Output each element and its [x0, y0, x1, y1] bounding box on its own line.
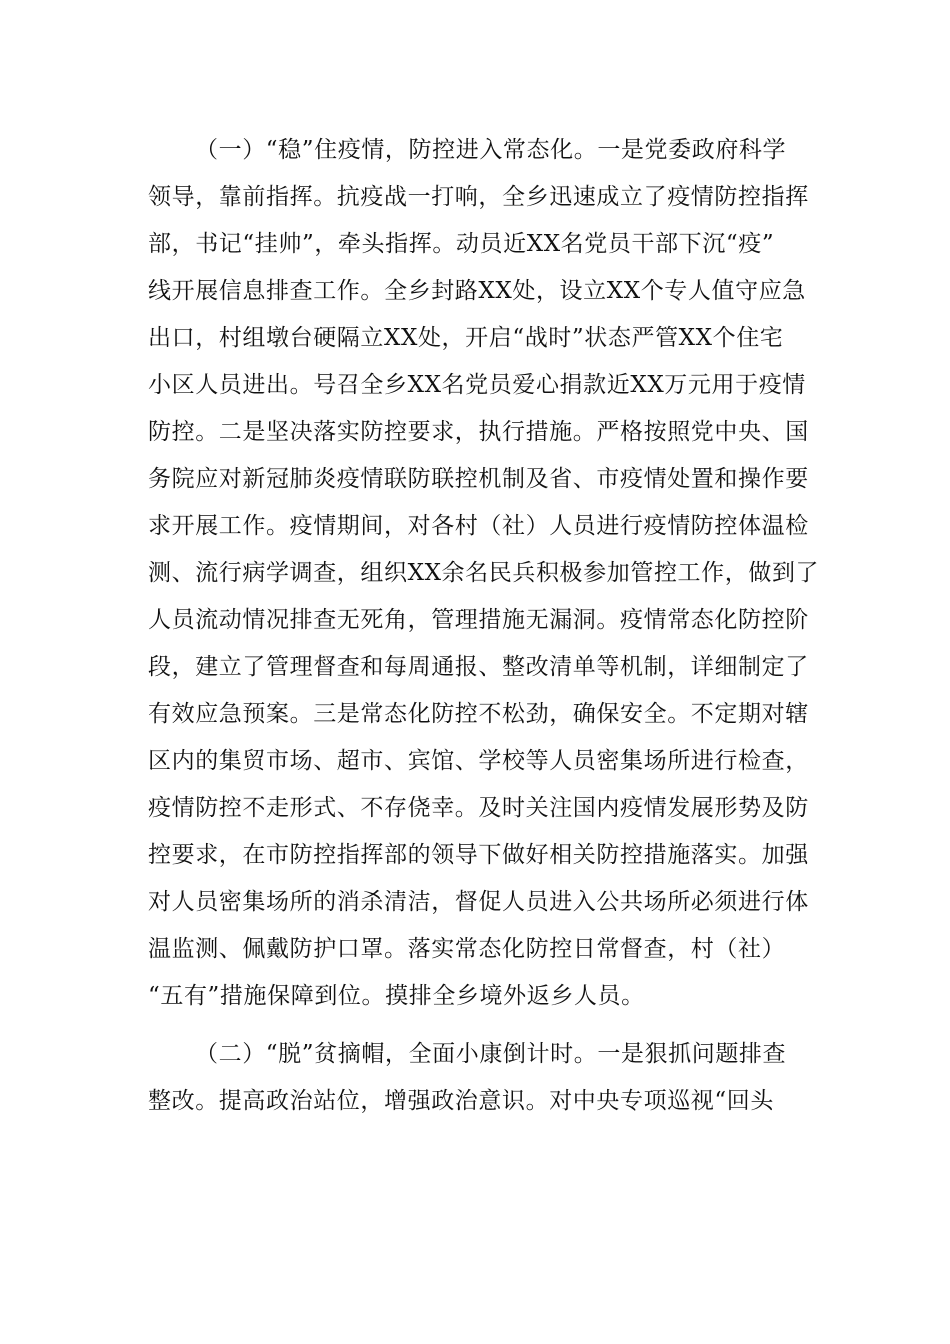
- text-line: 小区人员进出。号召全乡XX名党员爱心捐款近XX万元用于疫情: [148, 372, 806, 398]
- text-line: 防控。二是坚决落实防控要求，执行措施。严格按照党中央、国: [148, 419, 809, 445]
- text-line: （二）“脱”贫摘帽，全面小康倒计时。一是狠抓问题排查: [195, 1041, 787, 1067]
- text-line: 控要求，在市防控指挥部的领导下做好相关防控措施落实。加强: [148, 842, 809, 868]
- text-line: 求开展工作。疫情期间，对各村（社）人员进行疫情防控体温检: [148, 513, 809, 539]
- text-line: （一）“稳”住疫情，防控进入常态化。一是党委政府科学: [195, 137, 787, 163]
- text-line: 区内的集贸市场、超市、宾馆、学校等人员密集场所进行检查，: [148, 748, 809, 774]
- text-line: 整改。提高政治站位，增强政治意识。对中央专项巡视“回头: [148, 1088, 774, 1114]
- text-line: 有效应急预案。三是常态化防控不松劲，确保安全。不定期对辖: [148, 701, 809, 727]
- text-line: 出口，村组墩台硬隔立XX处，开启“战时”状态严管XX个住宅: [148, 325, 784, 351]
- text-line: 段，建立了管理督查和每周通报、整改清单等机制，详细制定了: [148, 654, 809, 680]
- text-line: 测、流行病学调查，组织XX余名民兵积极参加管控工作，做到了: [148, 560, 820, 586]
- text-line: 温监测、佩戴防护口罩。落实常态化防控日常督查，村（社）: [148, 936, 786, 962]
- text-line: 部，书记“挂帅”，牵头指挥。动员近XX名党员干部下沉“疫”: [148, 231, 775, 257]
- text-line: 线开展信息排查工作。全乡封路XX处，设立XX个专人值守应急: [148, 278, 806, 304]
- text-line: “五有”措施保障到位。摸排全乡境外返乡人员。: [148, 983, 645, 1009]
- text-line: 人员流动情况排查无死角，管理措施无漏洞。疫情常态化防控阶: [148, 607, 809, 633]
- text-line: 务院应对新冠肺炎疫情联防联控机制及省、市疫情处置和操作要: [148, 466, 809, 492]
- text-line: 对人员密集场所的消杀清洁，督促人员进入公共场所必须进行体: [148, 889, 809, 915]
- text-line: 领导，靠前指挥。抗疫战一打响，全乡迅速成立了疫情防控指挥: [148, 184, 809, 210]
- text-line: 疫情防控不走形式、不存侥幸。及时关注国内疫情发展形势及防: [148, 795, 809, 821]
